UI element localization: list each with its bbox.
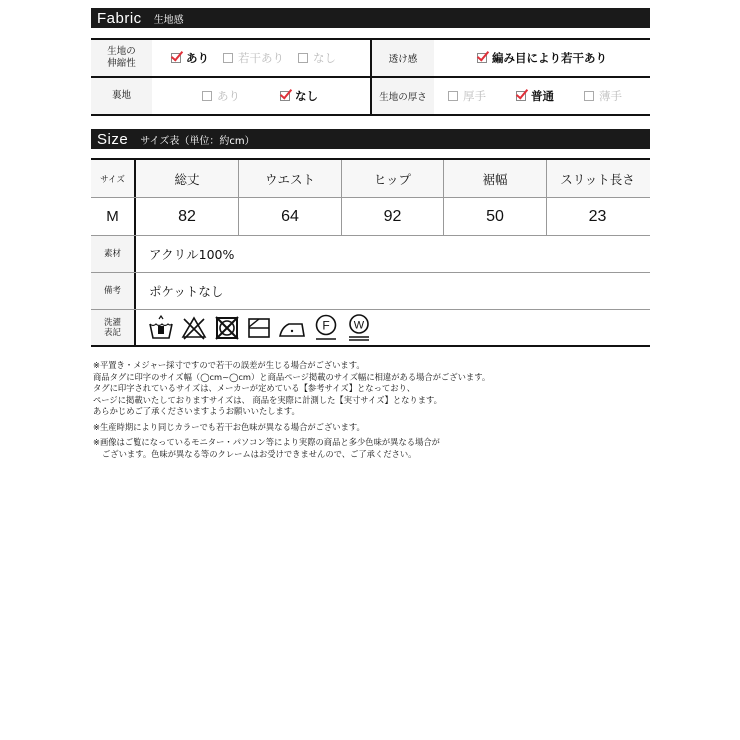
disclaimer-line: ※生産時期により同じカラーでも若干お色味が異なる場合がございます。 [93,421,365,432]
no-bleach-icon [181,315,207,341]
disclaimer-line: ※画像はご覧になっているモニター・パソコン等により実際の商品と多少色味が異なる場合が [93,437,440,447]
length-value: 82 [136,198,239,235]
shade-dry-icon [247,315,271,341]
thickness-options [434,78,650,114]
fabric-title-jp: 生地感 [153,14,184,26]
slit-length-value: 23 [588,207,607,225]
size-table-header [91,160,650,198]
disclaimer-line: あらかじめご了承くださいますようお願いいたします。 [93,406,300,416]
disclaimer-line: タグに印字されているサイズは、メーカーが定めている【参考サイズ】となっており、 [93,383,416,393]
header-waist: ウエスト [239,160,342,197]
fabric-row-lining [91,78,650,116]
remarks-row [91,273,650,310]
checkbox-checked-icon [516,91,526,101]
checkbox-empty-icon [584,91,594,101]
no-tumble-dry-icon [214,315,240,341]
checkbox-empty-icon [448,91,458,101]
header-size: サイズ [91,160,136,197]
table-row [91,198,650,236]
svg-text:F: F [322,318,330,332]
checkbox-checked-icon [280,91,290,101]
stretch-option-none[interactable]: なし [298,50,336,66]
disclaimer-line: ございます。色味が異なる等のクレームはお受けできませんので、ご了承ください。 [102,448,417,459]
material-row [91,236,650,273]
sheerness-option-slight[interactable]: 編み目により若干あり [477,50,607,66]
care-row [91,310,650,347]
disclaimer-line: ※平置き・メジャー採寸ですので若干の誤差が生じる場合がございます。 [93,360,365,370]
stretch-option-yes[interactable]: あり [171,50,209,66]
header-length: 総丈 [136,160,239,197]
fabric-section-header [91,8,650,28]
hand-wash-icon [148,315,174,341]
disclaimer-line: ページに掲載いたしておりますサイズは、 商品を実際に計測した【実寸サイズ】となります。 [93,394,442,405]
disclaimer-notes [93,360,490,460]
lining-options [152,78,370,114]
hem-width-value: 50 [444,198,547,235]
size-section-header [91,129,650,149]
material-value: アクリル100% [149,247,235,262]
disclaimer-line: 商品タグに印字のサイズ幅（◯cm~◯cm）と商品ページ掲載のサイズ幅に相違がある場合がございます。 [93,371,491,382]
checkbox-empty-icon [202,91,212,101]
fabric-row-stretch [91,40,650,78]
thickness-label: 生地の厚さ [372,78,434,114]
header-hem-width: 裾幅 [444,160,547,197]
thickness-option-thick[interactable]: 厚手 [448,88,486,104]
remarks-value: ポケットなし [149,284,224,299]
checkbox-empty-icon [298,53,308,63]
lining-label: 裏地 [91,78,152,114]
fabric-table [91,38,650,116]
stretch-options [152,40,370,76]
checkbox-checked-icon [477,53,487,63]
size-table [91,158,650,347]
size-title-jp: サイズ表（単位：約cm） [140,135,255,147]
header-slit-length: スリット長さ [560,171,635,187]
sheerness-options [434,40,650,76]
hip-value: 92 [342,198,444,235]
waist-value: 64 [239,198,342,235]
material-label: 素材 [91,236,136,272]
dry-clean-f-icon [313,314,339,342]
care-label: 洗濯 表記 [91,310,136,345]
care-icons [136,310,372,345]
lining-option-none[interactable]: なし [280,88,318,104]
low-iron-icon [278,315,306,341]
checkbox-empty-icon [223,53,233,63]
fabric-title-en: Fabric [97,9,142,27]
thickness-option-thin[interactable]: 薄手 [584,88,622,104]
stretch-option-slight[interactable]: 若干あり [223,50,284,66]
sheerness-label: 透け感 [372,40,434,76]
svg-text:W: W [353,319,365,331]
thickness-option-normal[interactable]: 普通 [516,88,554,104]
header-hip: ヒップ [342,160,444,197]
wet-clean-w-icon [346,314,372,342]
remarks-label: 備考 [91,273,136,309]
lining-option-yes[interactable]: あり [202,88,240,104]
size-title-en: Size [97,130,129,148]
stretch-label: 生地の 伸縮性 [91,40,152,76]
checkbox-checked-icon [171,53,181,63]
size-value: M [91,198,136,235]
